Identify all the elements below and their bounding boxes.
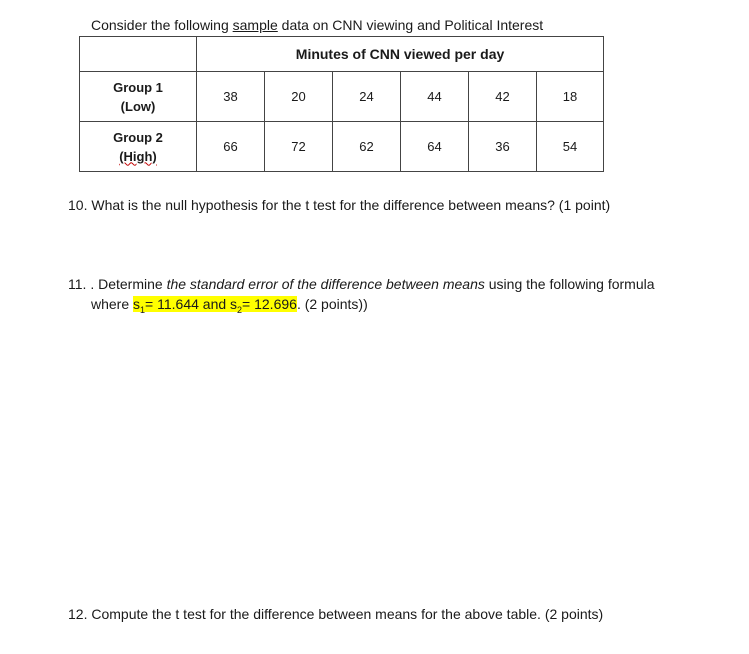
q11-highlighted-values — [133, 296, 297, 315]
group-2-label-line2: (High) — [119, 148, 157, 164]
table-cell: 38 — [197, 72, 265, 122]
q11-prefix: 11. . Determine — [68, 276, 167, 292]
group-1-label-line2: (Low) — [120, 98, 156, 114]
question-10: 10. What is the null hypothesis for the t test for the difference between means? (1 point) — [68, 197, 611, 213]
table-row-group-2 — [80, 122, 604, 172]
question-11 — [68, 274, 655, 320]
table-cell: 24 — [333, 72, 401, 122]
intro-before: Consider the following — [91, 17, 233, 33]
group-2-label — [80, 122, 197, 172]
q11-italic-phrase: the standard error of the difference between means — [166, 276, 485, 292]
group-1-label-line1: Group 1 — [113, 79, 163, 95]
intro-text — [91, 17, 543, 33]
table-cell: 64 — [401, 122, 469, 172]
intro-after: data on CNN viewing and Political Interest — [277, 17, 544, 33]
question-11-line2 — [68, 294, 655, 320]
table-header: Minutes of CNN viewed per day — [197, 37, 604, 72]
table-cell: 36 — [469, 122, 537, 172]
s1-label: s — [133, 296, 141, 312]
s2-subscript: 2 — [237, 304, 243, 315]
s2-value: = 12.696 — [242, 296, 297, 312]
table-header-row — [80, 37, 604, 72]
group-2-label-line1: Group 2 — [113, 129, 163, 145]
table-cell: 42 — [469, 72, 537, 122]
table-corner-cell — [80, 37, 197, 72]
group-1-label — [80, 72, 197, 122]
s1-subscript: 1 — [140, 304, 146, 315]
table-cell: 62 — [333, 122, 401, 172]
cnn-data-table — [79, 36, 604, 172]
q11-suffix: using the following formula — [484, 276, 655, 292]
table-cell: 66 — [197, 122, 265, 172]
table-cell: 20 — [265, 72, 333, 122]
q11-where: where — [91, 296, 134, 312]
table-cell: 18 — [537, 72, 604, 122]
q11-points: . (2 points)) — [296, 296, 368, 312]
intro-underlined-word: sample — [232, 17, 278, 33]
table-cell: 54 — [537, 122, 604, 172]
table-cell: 72 — [265, 122, 333, 172]
table-cell: 44 — [401, 72, 469, 122]
table-row-group-1 — [80, 72, 604, 122]
question-12: 12. Compute the t test for the difference between means for the above table. (2 points) — [68, 606, 604, 622]
s2-label: s — [230, 296, 238, 312]
question-11-line1 — [68, 274, 655, 294]
s1-value: = 11.644 and — [145, 296, 231, 312]
